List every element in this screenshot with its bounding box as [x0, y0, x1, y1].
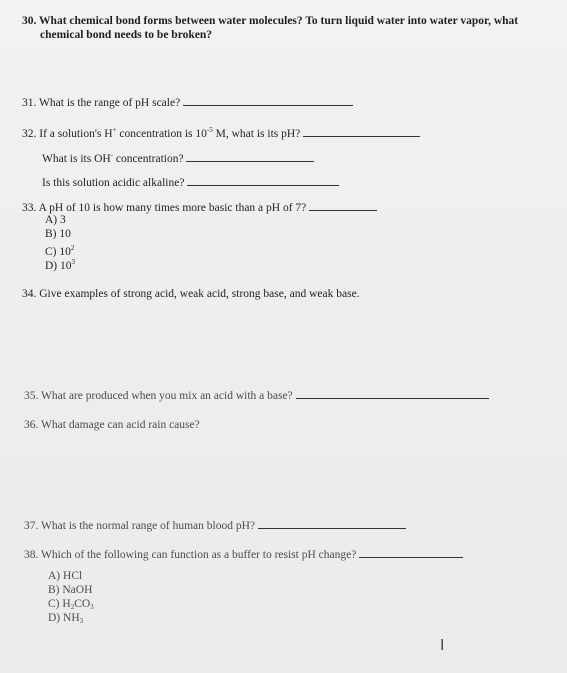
- option-38-c-mid: CO: [74, 598, 91, 610]
- question-32-text-post: M, what is its pH?: [212, 128, 301, 140]
- question-38-text: 38. Which of the following can function as a buffer to resist pH change?: [24, 549, 357, 561]
- option-33-d-exponent: 3: [71, 258, 76, 266]
- question-30-line1: 30. What chemical bond forms between water molecules? To turn liquid water into water vapor, what: [22, 15, 519, 27]
- question-33: [22, 200, 377, 215]
- answer-line-32-acidic[interactable]: [187, 175, 339, 186]
- option-33-d[interactable]: [45, 256, 75, 273]
- oh-minus-superscript: -: [110, 151, 114, 159]
- option-38-d-text: D) NH: [48, 612, 80, 624]
- question-38: [24, 547, 463, 562]
- question-32-sub1: [42, 148, 314, 166]
- answer-line-31[interactable]: [183, 95, 353, 106]
- option-38-d-sub: 3: [79, 617, 84, 625]
- question-33-text: 33. A pH of 10 is how many times more basic than a pH of 7?: [22, 202, 307, 214]
- text-cursor-icon: I: [440, 636, 445, 654]
- option-33-d-text: D) 10: [45, 260, 72, 272]
- option-33-b[interactable]: B) 10: [45, 228, 71, 240]
- question-32-text-pre: 32. If a solution's H: [22, 128, 113, 140]
- answer-line-32-oh[interactable]: [186, 151, 314, 162]
- question-32: [22, 123, 420, 141]
- option-38-d[interactable]: [48, 612, 83, 628]
- option-33-c-exponent: 2: [70, 244, 75, 252]
- option-38-c-sub2: 3: [90, 603, 94, 611]
- option-33-c-text: C) 10: [45, 246, 71, 258]
- h-plus-superscript: +: [112, 126, 117, 134]
- question-32-sub1-post: concentration?: [113, 153, 184, 165]
- question-32-sub2: [42, 175, 339, 190]
- question-35-text: 35. What are produced when you mix an acid with a base?: [24, 390, 293, 402]
- exponent-superscript: -5: [206, 126, 213, 134]
- option-38-c-sub1: 2: [70, 603, 75, 611]
- question-30-line2: chemical bond needs to be broken?: [40, 29, 212, 41]
- option-38-b[interactable]: B) NaOH: [48, 584, 93, 596]
- question-36: 36. What damage can acid rain cause?: [24, 419, 200, 431]
- question-37: [24, 518, 406, 533]
- question-37-text: 37. What is the normal range of human blood pH?: [24, 520, 256, 532]
- option-38-a[interactable]: A) HCl: [48, 570, 83, 582]
- answer-line-38[interactable]: [359, 547, 463, 558]
- question-35: [24, 388, 489, 403]
- answer-line-37[interactable]: [258, 518, 406, 529]
- answer-line-32[interactable]: [303, 126, 420, 137]
- question-32-sub1-pre: What is its OH: [42, 153, 111, 165]
- answer-line-35[interactable]: [296, 388, 489, 399]
- option-38-c-text: C) H: [48, 598, 71, 610]
- question-32-sub2-text: Is this solution acidic alkaline?: [42, 177, 185, 189]
- question-34: 34. Give examples of strong acid, weak acid, strong base, and weak base.: [22, 288, 360, 300]
- question-32-text-mid: concentration is 10: [116, 128, 207, 140]
- question-30: [22, 14, 518, 42]
- option-33-a[interactable]: A) 3: [45, 214, 66, 226]
- question-31: [22, 95, 353, 110]
- answer-line-33[interactable]: [309, 200, 377, 211]
- question-31-text: 31. What is the range of pH scale?: [22, 97, 181, 109]
